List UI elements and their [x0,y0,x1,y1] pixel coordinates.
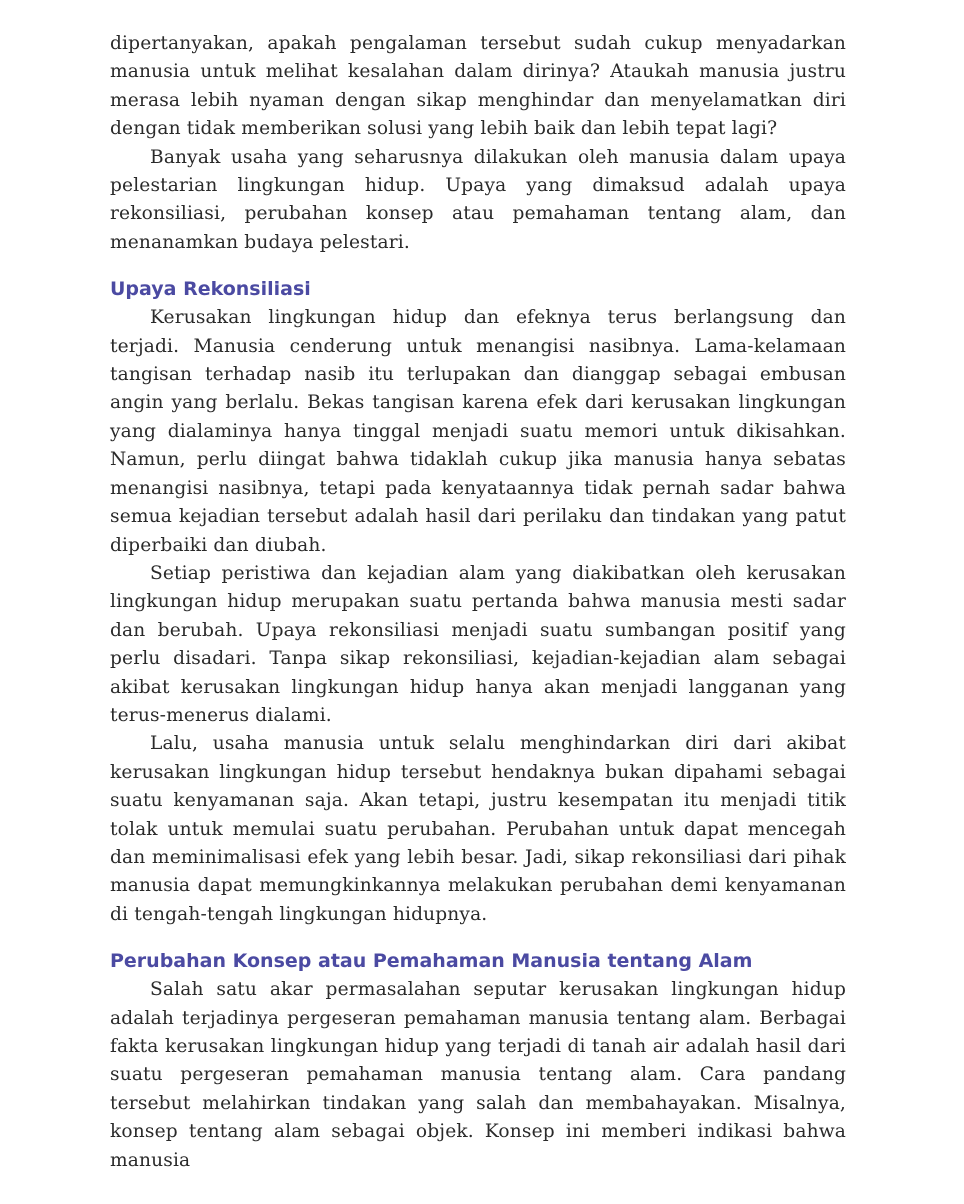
rekonsiliasi-paragraph-3: Lalu, usaha manusia untuk selalu menghindarkan diri dari akibat kerusakan lingkungan hidup tersebut hendaknya bukan dipahami sebagai suatu kenyamanan saja. Akan tetapi, justru kesempatan itu menjadi titik tolak untuk memulai suatu perubahan. Perubahan untuk dapat mencegah dan meminimalisasi efek yang lebih besar. Jadi, sikap rekonsiliasi dari pihak manusia dapat memungkinkannya melakukan perubahan demi kenyamanan di tengah-tengah lingkungan hidupnya. [110,733,846,925]
section-perubahan-konsep [110,946,846,1175]
intro-paragraph-1: dipertanyakan, apakah pengalaman tersebut sudah cukup menyadarkan manusia untuk melihat kesalahan dalam dirinya? Ataukah manusia justru merasa lebih nyaman dengan sikap menghindar dan menyelamatkan diri dengan tidak memberikan solusi yang lebih baik dan lebih tepat lagi? [110,33,846,140]
rekonsiliasi-paragraph-1: Kerusakan lingkungan hidup dan efeknya terus berlangsung dan terjadi. Manusia cenderung untuk menangisi nasibnya. Lama-kelamaan tangisan terhadap nasib itu terlupakan dan dianggap sebagai embusan angin yang berlalu. Bekas tangisan karena efek dari kerusakan lingkungan yang dialaminya hanya tinggal menjadi suatu memori untuk dikisahkan. Namun, perlu diingat bahwa tidaklah cukup jika manusia hanya sebatas menangisi nasibnya, tetapi pada kenyataannya tidak pernah sadar bahwa semua kejadian tersebut adalah hasil dari perilaku dan tindakan yang patut diperbaiki dan diubah. [110,307,846,556]
section-heading-perubahan-konsep: Perubahan Konsep atau Pemahaman Manusia tentang Alam [110,950,753,973]
intro-paragraph-2: Banyak usaha yang seharusnya dilakukan oleh manusia dalam upaya pelestarian lingkungan hidup. Upaya yang dimaksud adalah upaya rekonsiliasi, perubahan konsep atau pemahaman tentang alam, dan menanamkan budaya pelestari. [110,146,846,253]
perubahan-konsep-paragraph-1: Salah satu akar permasalahan seputar kerusakan lingkungan hidup adalah terjadinya pergeseran pemahaman manusia tentang alam. Berbagai fakta kerusakan lingkungan hidup yang terjadi di tanah air adalah hasil dari suatu pergeseran pemahaman manusia tentang alam. Cara pandang tersebut melahirkan tindakan yang salah dan membahayakan. Misalnya, konsep tentang alam sebagai objek. Konsep ini memberi indikasi bahwa manusia [110,979,846,1171]
section-upaya-rekonsiliasi [110,274,846,929]
rekonsiliasi-paragraph-2: Setiap peristiwa dan kejadian alam yang diakibatkan oleh kerusakan lingkungan hidup merupakan suatu pertanda bahwa manusia mesti sadar dan berubah. Upaya rekonsiliasi menjadi suatu sumbangan positif yang perlu disadari. Tanpa sikap rekonsiliasi, kejadian-kejadian alam sebagai akibat kerusakan lingkungan hidup hanya akan menjadi langganan yang terus-menerus dialami. [110,562,846,726]
section-heading-upaya-rekonsiliasi: Upaya Rekonsiliasi [110,278,311,301]
document-page [110,30,846,1175]
